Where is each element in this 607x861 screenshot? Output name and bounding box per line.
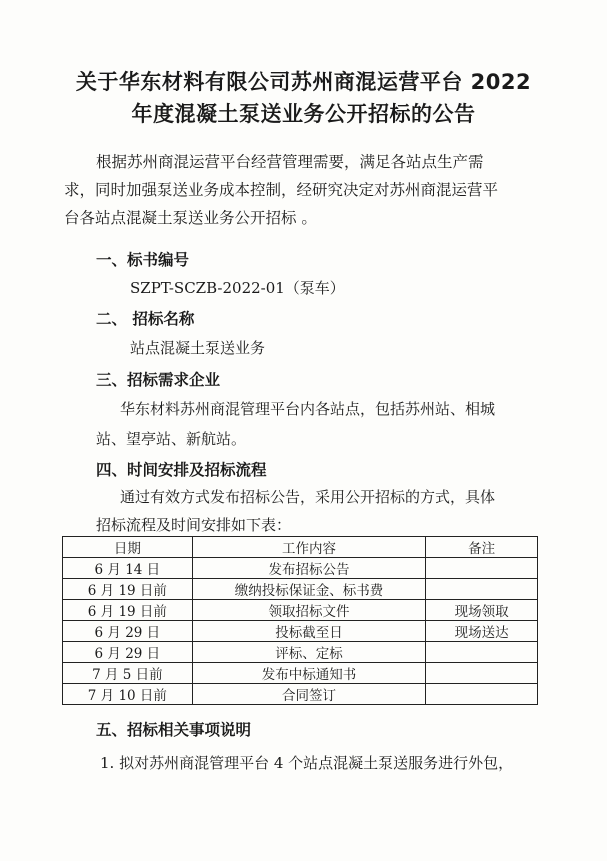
table-header-remark: 备注 — [426, 537, 538, 558]
section-5-heading: 五、招标相关事项说明 — [96, 721, 252, 739]
table-row — [63, 600, 538, 621]
table-row — [63, 558, 538, 579]
table-cell-remark: 现场领取 — [426, 600, 538, 621]
table-header-date: 日期 — [63, 537, 193, 558]
table-cell-content: 缴纳投标保证金、标书费 — [192, 579, 426, 600]
table-cell-date: 6 月 29 日 — [63, 621, 193, 642]
schedule-table — [62, 536, 538, 705]
section-3-body-line-2: 站、望亭站、新航站。 — [96, 430, 247, 448]
table-cell-date: 6 月 14 日 — [63, 558, 193, 579]
section-3-heading: 三、招标需求企业 — [96, 371, 221, 389]
table-cell-remark — [426, 684, 538, 705]
table-cell-content: 合同签订 — [192, 684, 426, 705]
section-1-body: SZPT-SCZB-2022-01（泵车） — [130, 279, 345, 297]
table-row — [63, 579, 538, 600]
table-cell-content: 评标、定标 — [192, 642, 426, 663]
table-cell-date: 7 月 5 日前 — [63, 663, 193, 684]
section-2-heading: 二、 招标名称 — [96, 310, 195, 328]
section-3-body-line-1: 华东材料苏州商混管理平台内各站点，包括苏州站、相城 — [120, 400, 496, 418]
table-row — [63, 621, 538, 642]
section-4-body-line-1: 通过有效方式发布招标公告，采用公开招标的方式，具体 — [120, 488, 496, 506]
table-cell-content: 发布招标公告 — [192, 558, 426, 579]
document-title-line-2: 年度混凝土泵送业务公开招标的公告 — [131, 102, 476, 126]
table-cell-remark — [426, 579, 538, 600]
table-cell-date: 6 月 29 日 — [63, 642, 193, 663]
table-header-row — [63, 537, 538, 558]
table-cell-date: 6 月 19 日前 — [63, 579, 193, 600]
table-cell-date: 6 月 19 日前 — [63, 600, 193, 621]
table-cell-remark — [426, 663, 538, 684]
section-2-body: 站点混凝土泵送业务 — [130, 339, 266, 357]
section-5-body-line-1: 1. 拟对苏州商混管理平台 4 个站点混凝土泵送服务进行外包， — [100, 754, 514, 772]
table-row — [63, 684, 538, 705]
document-title-line-1: 关于华东材料有限公司苏州商混运营平台 2022 — [75, 70, 532, 94]
table-cell-remark: 现场送达 — [426, 621, 538, 642]
table-cell-remark — [426, 642, 538, 663]
intro-line-3: 台各站点混凝土泵送业务公开招标 。 — [64, 209, 317, 227]
section-4-heading: 四、时间安排及招标流程 — [96, 461, 267, 479]
table-cell-remark — [426, 558, 538, 579]
section-4-body-line-2: 招标流程及时间安排如下表： — [96, 516, 292, 534]
section-1-heading: 一、标书编号 — [96, 251, 190, 269]
table-row — [63, 663, 538, 684]
table-header-content: 工作内容 — [192, 537, 426, 558]
intro-line-2: 求，同时加强泵送业务成本控制，经研究决定对苏州商混运营平 — [64, 181, 499, 199]
table-cell-content: 发布中标通知书 — [192, 663, 426, 684]
intro-paragraph — [64, 148, 550, 232]
table-cell-content: 投标截至日 — [192, 621, 426, 642]
table-cell-date: 7 月 10 日前 — [63, 684, 193, 705]
table-cell-content: 领取招标文件 — [192, 600, 426, 621]
table-row — [63, 642, 538, 663]
intro-line-1: 根据苏州商混运营平台经营管理需要，满足各站点生产需 — [96, 153, 484, 171]
